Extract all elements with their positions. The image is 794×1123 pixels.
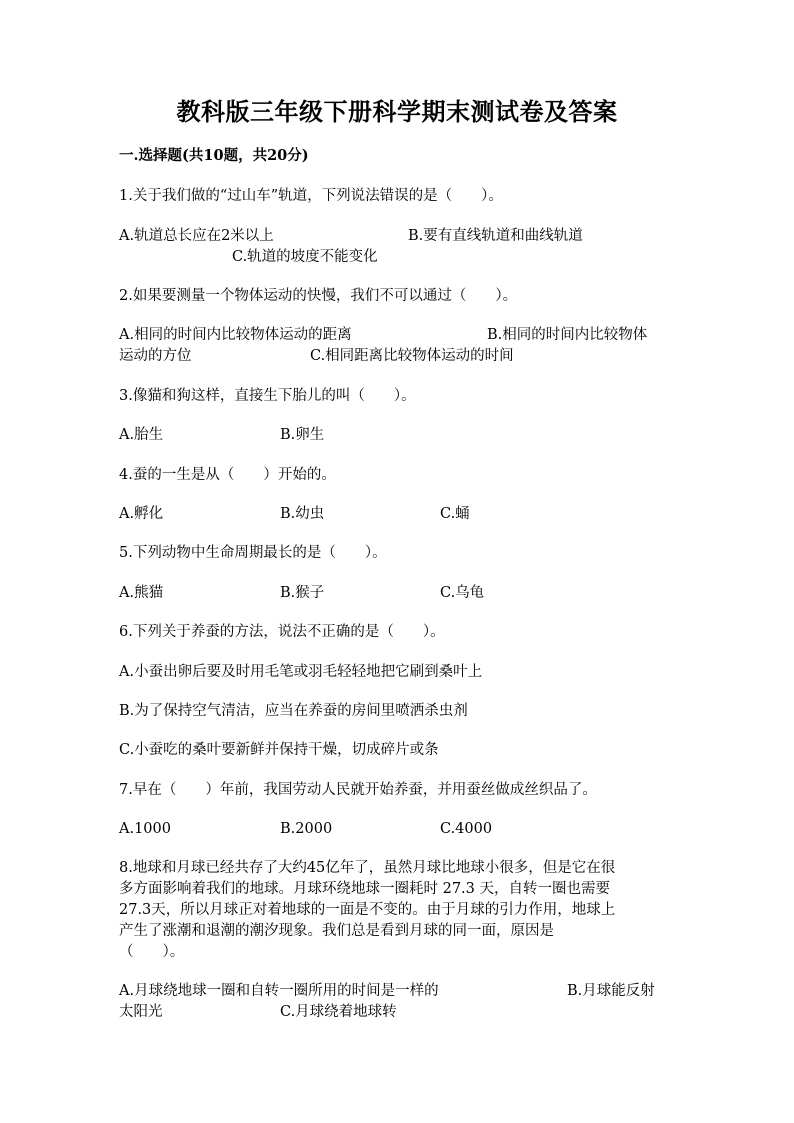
question-8-line-4: 产生了涨潮和退潮的潮汐现象。我们总是看到月球的同一面，原因是 [119,923,554,939]
question-8-line-1: 8.地球和月球已经共存了大约45亿年了，虽然月球比地球小很多，但是它在很 [119,860,616,876]
q8-option-b: B.月球能反射 [567,983,655,999]
q2-option-a: A.相同的时间内比较物体运动的距离 [119,327,352,343]
q1-option-b: B.要有直线轨道和曲线轨道 [408,228,583,244]
question-5: 5.下列动物中生命周期最长的是（ ）。 [119,545,387,561]
q7-option-c: C.4000 [440,821,493,837]
q4-option-c: C.蛹 [440,506,470,522]
q2-option-c: C.相同距离比较物体运动的时间 [310,348,514,364]
question-8-line-3: 27.3天，所以月球正对着地球的一面是不变的。由于月球的引力作用，地球上 [119,902,616,918]
q7-option-a: A.1000 [119,821,171,837]
page-title: 教科版三年级下册科学期末测试卷及答案 [176,97,618,126]
q2-option-b-cont: 运动的方位 [119,348,192,364]
q1-option-c: C.轨道的坡度不能变化 [232,249,378,265]
q5-option-a: A.熊猫 [119,585,164,601]
q6-option-a: A.小蚕出卵后要及时用毛笔或羽毛轻轻地把它刷到桑叶上 [119,664,483,680]
question-6: 6.下列关于养蚕的方法，说法不正确的是（ ）。 [119,624,445,640]
q5-option-c: C.乌龟 [440,585,485,601]
q4-option-a: A.孵化 [119,506,164,522]
q3-option-b: B.卵生 [280,427,325,443]
q8-option-c: C.月球绕着地球转 [280,1004,397,1020]
question-1: 1.关于我们做的“过山车”轨道，下列说法错误的是（ ）。 [119,188,503,204]
question-8-line-2: 多方面影响着我们的地球。月球环绕地球一圈耗时 27.3 天，自转一圈也需要 [119,881,611,897]
q6-option-c: C.小蚕吃的桑叶要新鲜并保持干燥，切成碎片或条 [119,742,439,758]
q8-option-b-cont: 太阳光 [119,1004,163,1020]
section-heading: 一.选择题(共10题，共20分) [119,147,309,164]
q4-option-b: B.幼虫 [280,506,325,522]
q6-option-b: B.为了保持空气清洁，应当在养蚕的房间里喷洒杀虫剂 [119,703,468,719]
q5-option-b: B.猴子 [280,585,325,601]
q2-option-b: B.相同的时间内比较物体 [487,327,648,343]
question-2: 2.如果要测量一个物体运动的快慢，我们不可以通过（ ）。 [119,288,518,304]
question-3: 3.像猫和狗这样，直接生下胎儿的叫（ ）。 [119,388,416,404]
q7-option-b: B.2000 [280,821,333,837]
q1-option-a: A.轨道总长应在2米以上 [119,228,274,244]
question-4: 4.蚕的一生是从（ ）开始的。 [119,467,336,483]
q8-option-a: A.月球绕地球一圈和自转一圈所用的时间是一样的 [119,983,439,999]
question-8-line-5: （ ）。 [119,944,185,960]
q3-option-a: A.胎生 [119,427,164,443]
question-7: 7.早在（ ）年前，我国劳动人民就开始养蚕，并用蚕丝做成丝织品了。 [119,782,597,798]
